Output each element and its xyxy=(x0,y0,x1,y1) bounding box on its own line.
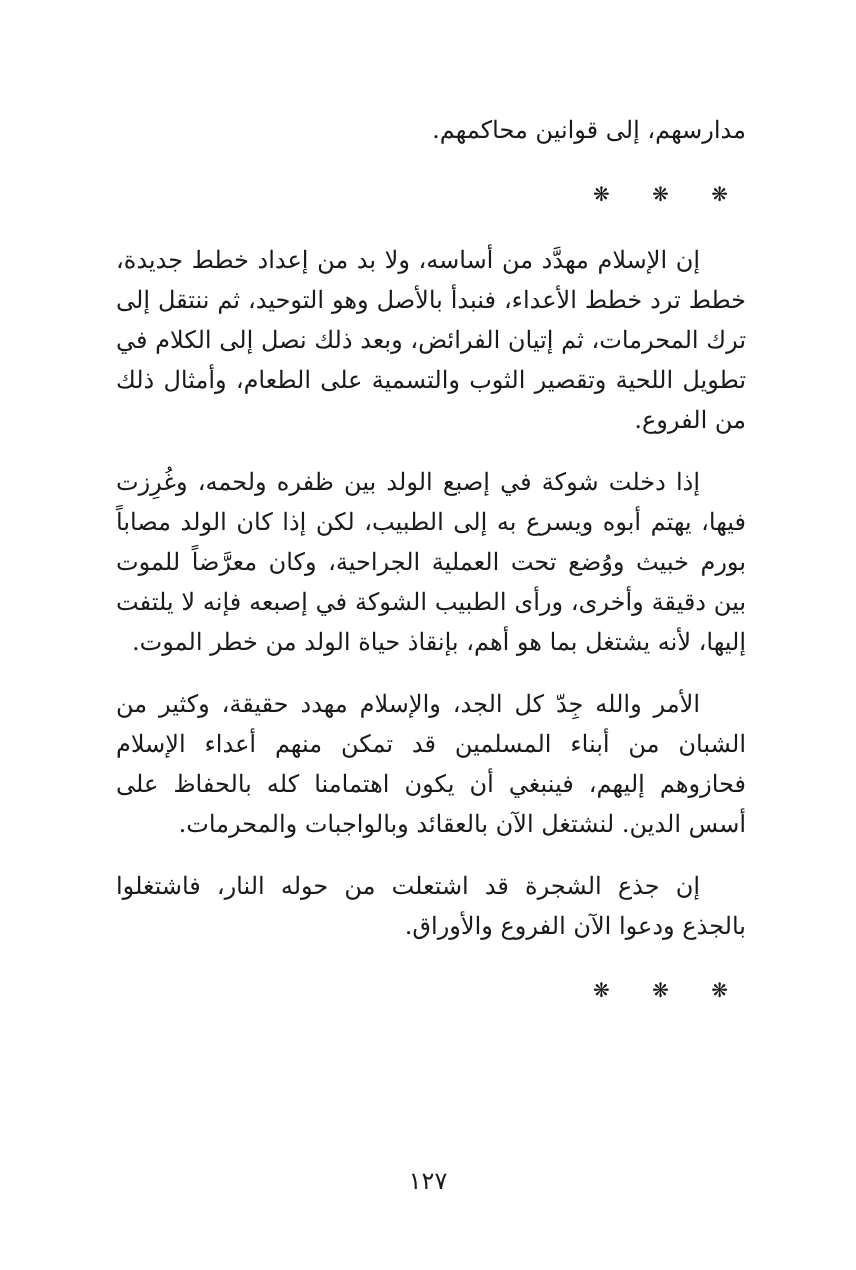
paragraph-1: إن الإسلام مهدَّد من أساسه، ولا بد من إعداد خطط جديدة، خطط ترد خطط الأعداء، فنبدأ بالأصل وهو التوحيد، ثم ننتقل إلى ترك المحرمات، ثم إتيان الفرائض، وبعد ذلك نصل إلى الكلام في تطويل اللحية وتقصير الثوب والتسمية على الطعام، وأمثال ذلك من الفروع. xyxy=(116,246,746,434)
paragraph-2: إذا دخلت شوكة في إصبع الولد بين ظفره ولحمه، وغُرِزت فيها، يهتم أبوه ويسرع به إلى الطبيب، لكن إذا كان الولد مصاباً بورم خبيث ووُضع تحت العملية الجراحية، وكان معرَّضاً للموت بين دقيقة وأخرى، ورأى الطبيب الشوكة في إصبعه فإنه لا يلتفت إليها، لأنه يشتغل بما هو أهم، بإنقاذ حياة الولد من خطر الموت. xyxy=(116,468,746,656)
paragraph-4: إن جذع الشجرة قد اشتعلت من حوله النار، فاشتغلوا بالجذع ودعوا الآن الفروع والأوراق. xyxy=(116,872,746,940)
intro-line: مدارسهم، إلى قوانين محاكمهم. xyxy=(432,116,746,144)
paragraph-3: الأمر والله جِدّ كل الجد، والإسلام مهدد حقيقة، وكثير من الشبان من أبناء المسلمين قد تمكن منهم أعداء الإسلام فحازوهم إليهم، فينبغي أن يكون اهتمامنا كله بالحفاظ على أسس الدين. لنشتغل الآن بالعقائد وبالواجبات والمحرمات. xyxy=(116,690,746,838)
section-separator-bottom: ❋ ❋ ❋ xyxy=(593,978,746,1002)
page-content xyxy=(116,110,746,1036)
page-number: ١٢٧ xyxy=(408,1167,448,1195)
section-separator-top: ❋ ❋ ❋ xyxy=(593,182,746,206)
